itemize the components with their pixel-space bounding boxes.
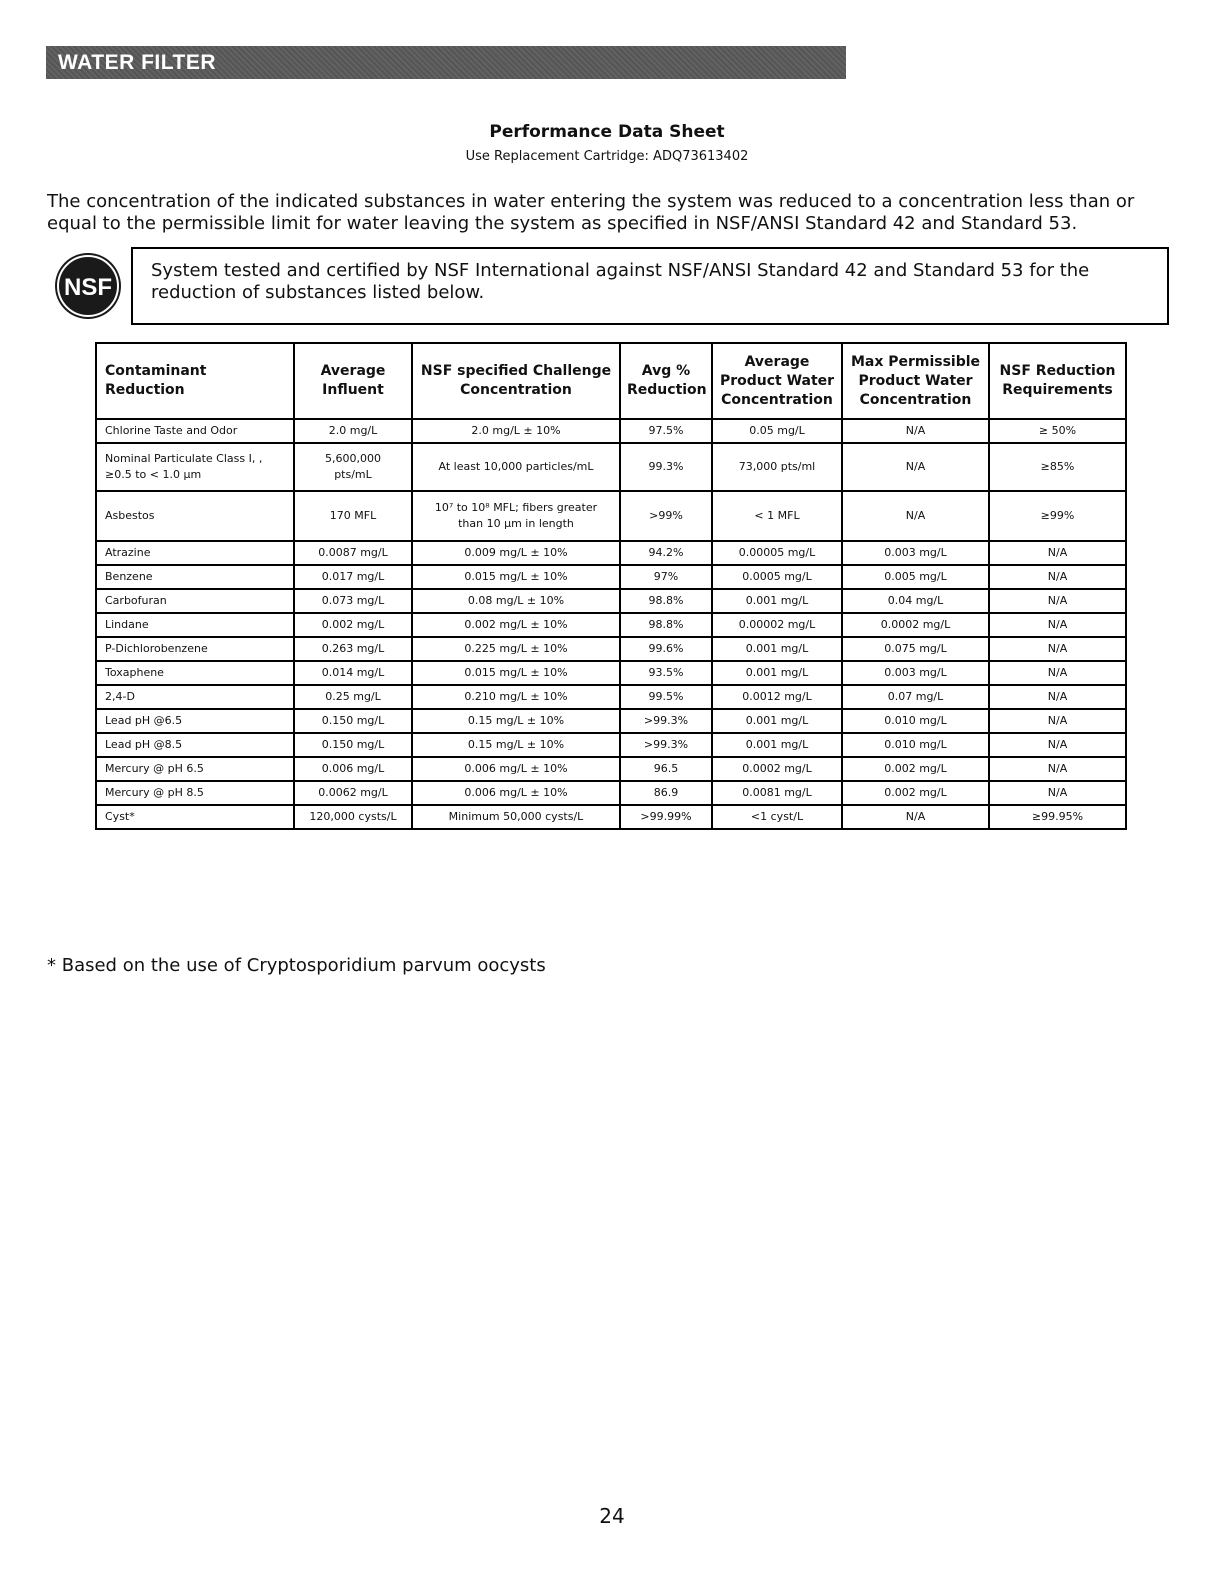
table-cell: 0.073 mg/L: [294, 589, 412, 613]
table-cell: N/A: [842, 419, 989, 443]
table-cell: 0.017 mg/L: [294, 565, 412, 589]
table-cell: Atrazine: [96, 541, 294, 565]
table-cell: N/A: [989, 589, 1126, 613]
table-cell: 0.0062 mg/L: [294, 781, 412, 805]
table-cell: N/A: [989, 565, 1126, 589]
table-cell: 0.010 mg/L: [842, 733, 989, 757]
table-cell: 0.006 mg/L ± 10%: [412, 757, 620, 781]
table-cell: 99.6%: [620, 637, 712, 661]
table-cell: N/A: [989, 733, 1126, 757]
table-cell: 0.08 mg/L ± 10%: [412, 589, 620, 613]
table-cell: 0.0002 mg/L: [842, 613, 989, 637]
table-cell: Carbofuran: [96, 589, 294, 613]
table-cell: 0.05 mg/L: [712, 419, 842, 443]
table-cell: 0.225 mg/L ± 10%: [412, 637, 620, 661]
certification-box: [131, 247, 1169, 325]
table-row: [96, 805, 1126, 829]
table-header-row: [96, 343, 1126, 419]
table-cell: 170 MFL: [294, 491, 412, 541]
table-row: [96, 589, 1126, 613]
table-cell: 0.015 mg/L ± 10%: [412, 565, 620, 589]
table-cell: Lead pH @6.5: [96, 709, 294, 733]
table-row: [96, 661, 1126, 685]
table-cell: Cyst*: [96, 805, 294, 829]
table-row: [96, 419, 1126, 443]
table-cell: N/A: [989, 661, 1126, 685]
table-cell: P-Dichlorobenzene: [96, 637, 294, 661]
table-cell: N/A: [989, 637, 1126, 661]
table-cell: ≥99%: [989, 491, 1126, 541]
table-row: [96, 709, 1126, 733]
table-cell: 120,000 cysts/L: [294, 805, 412, 829]
column-header: Average Product Water Concentration: [712, 343, 842, 419]
table-cell: 0.001 mg/L: [712, 637, 842, 661]
page-number: 24: [599, 1504, 625, 1528]
table-cell: <1 cyst/L: [712, 805, 842, 829]
column-header: NSF specified Challenge Concentration: [412, 343, 620, 419]
table-cell: >99%: [620, 491, 712, 541]
table-cell: Minimum 50,000 cysts/L: [412, 805, 620, 829]
table-cell: 0.009 mg/L ± 10%: [412, 541, 620, 565]
table-cell: 10⁷ to 10⁸ MFL; fibers greater than 10 μm in length: [412, 491, 620, 541]
table-cell: 0.15 mg/L ± 10%: [412, 733, 620, 757]
table-cell: 0.00002 mg/L: [712, 613, 842, 637]
table-row: [96, 613, 1126, 637]
table-cell: N/A: [989, 541, 1126, 565]
table-cell: 86.9: [620, 781, 712, 805]
table-cell: ≥85%: [989, 443, 1126, 491]
column-header: Contaminant Reduction: [96, 343, 294, 419]
page-title: Performance Data Sheet: [489, 122, 725, 142]
table-cell: 0.001 mg/L: [712, 709, 842, 733]
table-cell: Nominal Particulate Class I, , ≥0.5 to < 1.0 μm: [96, 443, 294, 491]
table-cell: 0.002 mg/L: [842, 757, 989, 781]
table-cell: 0.15 mg/L ± 10%: [412, 709, 620, 733]
table-row: [96, 637, 1126, 661]
table-cell: ≥ 50%: [989, 419, 1126, 443]
column-header: Average Influent: [294, 343, 412, 419]
table-cell: 0.002 mg/L: [294, 613, 412, 637]
certification-text: System tested and certified by NSF International against NSF/ANSI Standard 42 and Standard 53 for the reduction of substances listed below.: [151, 260, 1090, 303]
table-cell: 0.25 mg/L: [294, 685, 412, 709]
table-cell: >99.99%: [620, 805, 712, 829]
table-cell: 2,4-D: [96, 685, 294, 709]
column-header: NSF Reduction Requirements: [989, 343, 1126, 419]
table-cell: N/A: [842, 491, 989, 541]
table-cell: At least 10,000 particles/mL: [412, 443, 620, 491]
table-row: [96, 733, 1126, 757]
table-cell: 99.5%: [620, 685, 712, 709]
table-cell: 0.014 mg/L: [294, 661, 412, 685]
table-cell: >99.3%: [620, 733, 712, 757]
table-cell: N/A: [989, 757, 1126, 781]
nsf-logo-text: NSF: [64, 274, 112, 301]
table-cell: 0.075 mg/L: [842, 637, 989, 661]
column-header: Max Permissible Product Water Concentration: [842, 343, 989, 419]
table-cell: 0.002 mg/L ± 10%: [412, 613, 620, 637]
table-cell: 0.150 mg/L: [294, 733, 412, 757]
table-cell: Chlorine Taste and Odor: [96, 419, 294, 443]
table-cell: N/A: [842, 443, 989, 491]
table-cell: 93.5%: [620, 661, 712, 685]
table-cell: < 1 MFL: [712, 491, 842, 541]
table-cell: 0.04 mg/L: [842, 589, 989, 613]
table-cell: 0.003 mg/L: [842, 661, 989, 685]
table-cell: 97%: [620, 565, 712, 589]
table-row: [96, 541, 1126, 565]
table-cell: N/A: [989, 685, 1126, 709]
table-cell: Benzene: [96, 565, 294, 589]
table-cell: Toxaphene: [96, 661, 294, 685]
table-cell: 5,600,000 pts/mL: [294, 443, 412, 491]
table-body: [96, 419, 1126, 829]
table-row: [96, 565, 1126, 589]
table-cell: 0.015 mg/L ± 10%: [412, 661, 620, 685]
table-cell: Asbestos: [96, 491, 294, 541]
table-cell: Mercury @ pH 6.5: [96, 757, 294, 781]
table-cell: 98.8%: [620, 589, 712, 613]
table-cell: 0.00005 mg/L: [712, 541, 842, 565]
table-row: [96, 757, 1126, 781]
table-cell: 2.0 mg/L: [294, 419, 412, 443]
table-cell: 0.0081 mg/L: [712, 781, 842, 805]
table-cell: 0.001 mg/L: [712, 661, 842, 685]
table-cell: 0.001 mg/L: [712, 589, 842, 613]
table-cell: N/A: [989, 613, 1126, 637]
table-cell: 0.0012 mg/L: [712, 685, 842, 709]
table-cell: Mercury @ pH 8.5: [96, 781, 294, 805]
footnote: * Based on the use of Cryptosporidium parvum oocysts: [47, 955, 546, 976]
table-row: [96, 685, 1126, 709]
nsf-logo-icon: [55, 253, 121, 319]
table-cell: 0.006 mg/L: [294, 757, 412, 781]
table-cell: 0.005 mg/L: [842, 565, 989, 589]
table-cell: 0.0087 mg/L: [294, 541, 412, 565]
nsf-logo-graphic: [55, 253, 121, 319]
table-cell: 0.263 mg/L: [294, 637, 412, 661]
table-cell: 0.0002 mg/L: [712, 757, 842, 781]
section-banner: WATER FILTER: [46, 46, 846, 79]
table-cell: >99.3%: [620, 709, 712, 733]
table-row: [96, 443, 1126, 491]
table-row: [96, 491, 1126, 541]
table-cell: 0.0005 mg/L: [712, 565, 842, 589]
table-cell: 96.5: [620, 757, 712, 781]
table-cell: ≥99.95%: [989, 805, 1126, 829]
table-cell: 0.07 mg/L: [842, 685, 989, 709]
table-cell: N/A: [989, 781, 1126, 805]
table-cell: N/A: [989, 709, 1126, 733]
table-cell: N/A: [842, 805, 989, 829]
table-cell: 2.0 mg/L ± 10%: [412, 419, 620, 443]
table-cell: 0.001 mg/L: [712, 733, 842, 757]
table-cell: 0.150 mg/L: [294, 709, 412, 733]
table-cell: Lead pH @8.5: [96, 733, 294, 757]
intro-paragraph: The concentration of the indicated substances in water entering the system was reduced to a concentration less than or equal to the permissible limit for water leaving the system as specified in NSF/ANSI Standard 42 and Standard 53.: [47, 191, 1135, 234]
table-cell: 0.002 mg/L: [842, 781, 989, 805]
table-cell: 0.006 mg/L ± 10%: [412, 781, 620, 805]
table-cell: Lindane: [96, 613, 294, 637]
table-row: [96, 781, 1126, 805]
table-cell: 73,000 pts/ml: [712, 443, 842, 491]
table-cell: 99.3%: [620, 443, 712, 491]
table-cell: 0.210 mg/L ± 10%: [412, 685, 620, 709]
table-cell: 0.010 mg/L: [842, 709, 989, 733]
table-cell: 98.8%: [620, 613, 712, 637]
performance-table: [95, 342, 1127, 830]
table-cell: 97.5%: [620, 419, 712, 443]
table-cell: 94.2%: [620, 541, 712, 565]
table-cell: 0.003 mg/L: [842, 541, 989, 565]
column-header: Avg % Reduction: [620, 343, 712, 419]
page-subtitle: Use Replacement Cartridge: ADQ73613402: [465, 149, 749, 164]
